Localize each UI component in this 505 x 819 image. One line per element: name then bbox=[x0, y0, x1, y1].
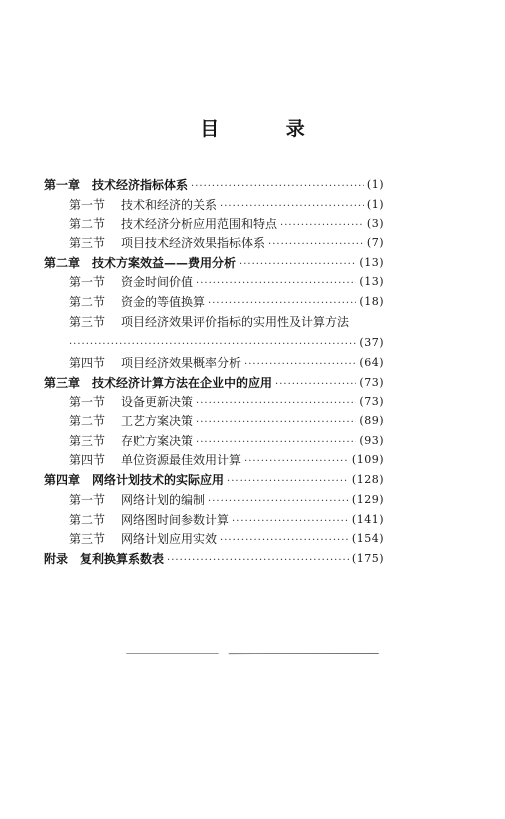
entry-title: 项目经济效果概率分析 bbox=[121, 356, 242, 370]
entry-page: (129) bbox=[351, 493, 384, 506]
entry-number: 第三节 bbox=[69, 315, 106, 329]
entry-title: 单位资源最佳效用计算 bbox=[121, 453, 242, 467]
entry-title: 设备更新决策 bbox=[121, 395, 194, 409]
entry-number: 第四节 bbox=[69, 453, 106, 467]
toc-entry-section[interactable] bbox=[69, 392, 384, 412]
leader-dots bbox=[220, 529, 349, 549]
entry-page: (1) bbox=[366, 178, 384, 191]
entry-page: (141) bbox=[351, 513, 384, 526]
entry-page: (73) bbox=[359, 395, 384, 408]
entry-number: 第二节 bbox=[69, 414, 106, 428]
entry-number: 第三节 bbox=[69, 532, 106, 546]
toc-entry-section[interactable] bbox=[69, 411, 384, 431]
leader-dots bbox=[208, 490, 349, 510]
footer-rule bbox=[0, 653, 505, 655]
toc-entry-section[interactable] bbox=[69, 214, 384, 234]
entry-title: 技术经济计算方法在企业中的应用 bbox=[92, 376, 273, 390]
entry-title: 资金时间价值 bbox=[121, 275, 194, 289]
leader-dots bbox=[239, 253, 356, 273]
leader-dots bbox=[220, 195, 364, 215]
entry-title: 网络计划技术的实际应用 bbox=[92, 473, 225, 487]
toc-entry-section[interactable] bbox=[69, 490, 384, 510]
entry-title: 网络计划应用实效 bbox=[121, 532, 218, 546]
entry-page: (13) bbox=[359, 256, 384, 269]
entry-title: 技术方案效益——费用分析 bbox=[92, 256, 237, 270]
entry-page: (3) bbox=[366, 217, 384, 230]
entry-page: (1) bbox=[366, 198, 384, 211]
entry-page: (93) bbox=[359, 434, 384, 447]
leader-dots bbox=[280, 214, 364, 234]
leader-dots bbox=[268, 233, 364, 253]
entry-number: 附录 bbox=[44, 552, 69, 566]
entry-number: 第二节 bbox=[69, 217, 106, 231]
entry-number: 第一节 bbox=[69, 395, 106, 409]
entry-title: 项目技术经济效果指标体系 bbox=[121, 236, 266, 250]
entry-page: (18) bbox=[359, 295, 384, 308]
toc-entry-chapter-2[interactable] bbox=[44, 253, 384, 273]
entry-number: 第一节 bbox=[69, 275, 106, 289]
entry-page: (154) bbox=[351, 532, 384, 545]
entry-page: (13) bbox=[359, 275, 384, 288]
entry-title: 网络图时间参数计算 bbox=[121, 513, 230, 527]
entry-page: (89) bbox=[359, 414, 384, 427]
toc-entry-section[interactable] bbox=[69, 233, 384, 253]
entry-number: 第四章 bbox=[44, 473, 81, 487]
toc-entry-appendix[interactable] bbox=[44, 549, 384, 569]
toc-entry-chapter-3[interactable] bbox=[44, 373, 384, 393]
toc-entry-section[interactable] bbox=[69, 292, 384, 312]
entry-page: (7) bbox=[366, 236, 384, 249]
leader-dots bbox=[227, 470, 349, 490]
toc-entry-section[interactable] bbox=[69, 450, 384, 470]
entry-title: 技术和经济的关系 bbox=[121, 198, 218, 212]
page-title: 目 录 bbox=[200, 118, 335, 140]
leader-dots bbox=[196, 411, 356, 431]
entry-title: 技术经济分析应用范围和特点 bbox=[121, 217, 278, 231]
entry-number: 第一节 bbox=[69, 198, 106, 212]
toc-entry-section[interactable] bbox=[69, 195, 384, 215]
leader-dots bbox=[232, 510, 349, 530]
entry-page: (37) bbox=[359, 336, 384, 349]
leader-dots bbox=[167, 549, 349, 569]
entry-page: (109) bbox=[351, 453, 384, 466]
leader-dots bbox=[208, 292, 356, 312]
entry-title: 网络计划的编制 bbox=[121, 493, 206, 507]
leader-dots bbox=[275, 373, 356, 393]
entry-title: 存贮方案决策 bbox=[121, 434, 194, 448]
entry-number: 第二章 bbox=[44, 256, 81, 270]
entry-number: 第二节 bbox=[69, 295, 106, 309]
entry-number: 第四节 bbox=[69, 356, 106, 370]
toc-entry-continuation bbox=[69, 333, 384, 353]
toc-entry-chapter-4[interactable] bbox=[44, 470, 384, 490]
toc-entry-section[interactable] bbox=[69, 529, 384, 549]
entry-page: (175) bbox=[351, 552, 384, 565]
leader-dots bbox=[244, 353, 356, 373]
leader-dots bbox=[196, 272, 356, 292]
entry-page: (64) bbox=[359, 356, 384, 369]
leader-dots bbox=[244, 450, 349, 470]
entry-number: 第三节 bbox=[69, 434, 106, 448]
entry-number: 第二节 bbox=[69, 513, 106, 527]
leader-dots bbox=[196, 431, 356, 451]
entry-number: 第三节 bbox=[69, 236, 106, 250]
toc-entry-chapter-1[interactable] bbox=[44, 175, 384, 195]
entry-page: (73) bbox=[359, 376, 384, 389]
entry-number: 第三章 bbox=[44, 376, 81, 390]
entry-title: 工艺方案决策 bbox=[121, 414, 194, 428]
entry-title: 复利换算系数表 bbox=[80, 552, 165, 566]
leader-dots bbox=[191, 175, 364, 195]
entry-title: 项目经济效果评价指标的实用性及计算方法 bbox=[121, 315, 350, 329]
entry-number: 第一章 bbox=[44, 178, 81, 192]
entry-number: 第一节 bbox=[69, 493, 106, 507]
toc-entry-section[interactable] bbox=[69, 353, 384, 373]
entry-page: (128) bbox=[351, 473, 384, 486]
leader-dots bbox=[69, 333, 356, 353]
entry-title: 资金的等值换算 bbox=[121, 295, 206, 309]
entry-title: 技术经济指标体系 bbox=[92, 178, 189, 192]
leader-dots bbox=[196, 392, 356, 412]
toc-entry-section[interactable] bbox=[69, 312, 384, 332]
toc-entry-section[interactable] bbox=[69, 272, 384, 292]
toc-entry-section[interactable] bbox=[69, 510, 384, 530]
toc-entry-section[interactable] bbox=[69, 431, 384, 451]
